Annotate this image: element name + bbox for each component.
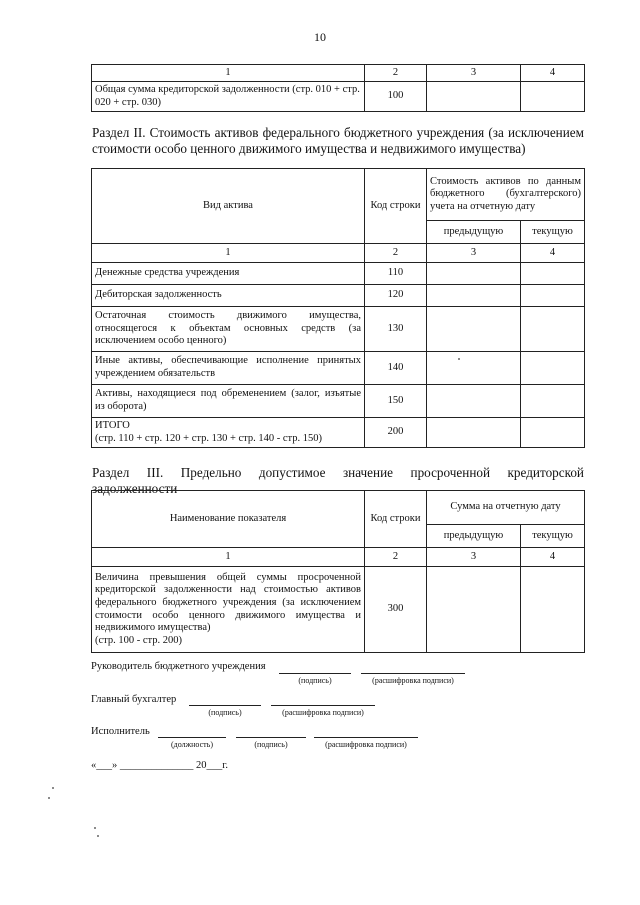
head-decode-line[interactable] [361,673,465,674]
executor-decode-caption: (расшифровка подписи) [325,740,407,749]
head-signature-label: Руководитель бюджетного учреждения [91,661,266,672]
value-curr-cell[interactable] [521,263,585,285]
col-prev: предыдущую [427,221,521,244]
section-2-heading: Раздел II. Стоимость активов федерального бюджетного учреждения (за исключением стоимости особо ценного движимого имущества и недвижимого имущества) [92,125,584,156]
value-prev-cell[interactable] [427,82,521,112]
col-num-1: 1 [92,244,365,263]
value-curr-cell[interactable] [521,567,585,653]
table-row [92,263,585,285]
value-prev-cell[interactable] [427,418,521,448]
executor-sign-caption: (подпись) [254,740,288,749]
executor-position-caption: (должность) [171,740,213,749]
row-code: 110 [365,263,427,285]
row-code: 150 [365,385,427,418]
executor-signature-line[interactable] [236,737,306,738]
col-num-2: 2 [365,244,427,263]
executor-label: Исполнитель [91,726,150,737]
row-name-formula: (стр. 100 - стр. 200) [95,634,182,646]
col-num-3: 3 [427,548,521,567]
value-prev-cell[interactable] [427,263,521,285]
table-row [92,567,585,653]
value-curr-cell[interactable] [521,352,585,385]
row-code: 200 [365,418,427,448]
scan-speck [97,835,99,837]
table-row [92,307,585,352]
row-name [92,418,365,448]
col-num-4: 4 [521,548,585,567]
row-code: 120 [365,285,427,307]
overdue-debt-table [91,490,585,653]
row-name [92,567,365,653]
assets-table [91,168,585,448]
date-line[interactable]: «___» ______________ 20___г. [91,760,228,771]
row-code: 140 [365,352,427,385]
col-prev: предыдущую [427,525,521,548]
row-name: Остаточная стоимость движимого имущества, относящегося к объектам основных средств (за исключением особо ценного) [92,307,365,352]
value-prev-cell[interactable] [427,285,521,307]
creditor-debt-table [91,64,585,112]
col-num-3: 3 [427,65,521,82]
table-row [92,352,585,385]
head-signature-line[interactable] [279,673,351,674]
value-prev-cell[interactable] [427,567,521,653]
executor-decode-line[interactable] [314,737,418,738]
value-curr-cell[interactable] [521,307,585,352]
col-asset-type: Вид актива [92,169,365,244]
chief-decode-line[interactable] [271,705,375,706]
row-name: Активы, находящиеся под обременением (залог, изъятые из оборота) [92,385,365,418]
section-3-heading: Раздел III. Предельно допустимое значение просроченной кредиторской задолженности [92,465,584,496]
value-prev-cell[interactable] [427,307,521,352]
executor-position-line[interactable] [158,737,226,738]
head-sign-caption: (подпись) [298,676,332,685]
col-num-1: 1 [92,548,365,567]
table-header-row [92,65,585,82]
value-curr-cell[interactable] [521,82,585,112]
row-name: Дебиторская задолженность [92,285,365,307]
row-name-text: Величина превышения общей суммы просроченной кредиторской задолженности над стоимостью активов федерального бюджетного учреждения (за исключением стоимости особо ценного движимого имущества и недвижимого имущества) [95,571,361,634]
row-code: 130 [365,307,427,352]
col-asset-value: Стоимость активов по данным бюджетного (бухгалтерского) учета на отчетную дату [427,169,585,221]
col-curr: текущую [521,221,585,244]
row-name: Денежные средства учреждения [92,263,365,285]
row-name: Общая сумма кредиторской задолженности (стр. 010 + стр. 020 + стр. 030) [92,82,365,112]
scan-speck [94,827,96,829]
chief-accountant-label: Главный бухгалтер [91,694,177,705]
col-code: Код строки [365,169,427,244]
row-code: 300 [365,567,427,653]
col-num-2: 2 [365,548,427,567]
table-row [92,385,585,418]
col-curr: текущую [521,525,585,548]
col-num-1: 1 [92,65,365,82]
col-code: Код строки [365,491,427,548]
value-prev-cell[interactable] [427,352,521,385]
scan-speck [52,787,54,789]
table-header-row [92,548,585,567]
col-sum: Сумма на отчетную дату [427,491,585,525]
col-num-4: 4 [521,244,585,263]
row-name: Иные активы, обеспечивающие исполнение принятых учреждением обязательств [92,352,365,385]
row-name-total: ИТОГО [95,419,130,431]
page-number: 10 [314,30,326,44]
chief-decode-caption: (расшифровка подписи) [282,708,364,717]
value-curr-cell[interactable] [521,385,585,418]
col-num-2: 2 [365,65,427,82]
scan-speck [48,797,50,799]
scan-speck [458,358,460,360]
table-header-row [92,244,585,263]
value-prev-cell[interactable] [427,385,521,418]
table-row [92,418,585,448]
table-row [92,82,585,112]
head-decode-caption: (расшифровка подписи) [372,676,454,685]
chief-signature-line[interactable] [189,705,261,706]
col-indicator-name: Наименование показателя [92,491,365,548]
value-curr-cell[interactable] [521,285,585,307]
col-num-4: 4 [521,65,585,82]
col-num-3: 3 [427,244,521,263]
row-name-formula: (стр. 110 + стр. 120 + стр. 130 + стр. 140 - стр. 150) [95,432,323,444]
table-row [92,285,585,307]
chief-sign-caption: (подпись) [208,708,242,717]
row-code: 100 [365,82,427,112]
value-curr-cell[interactable] [521,418,585,448]
